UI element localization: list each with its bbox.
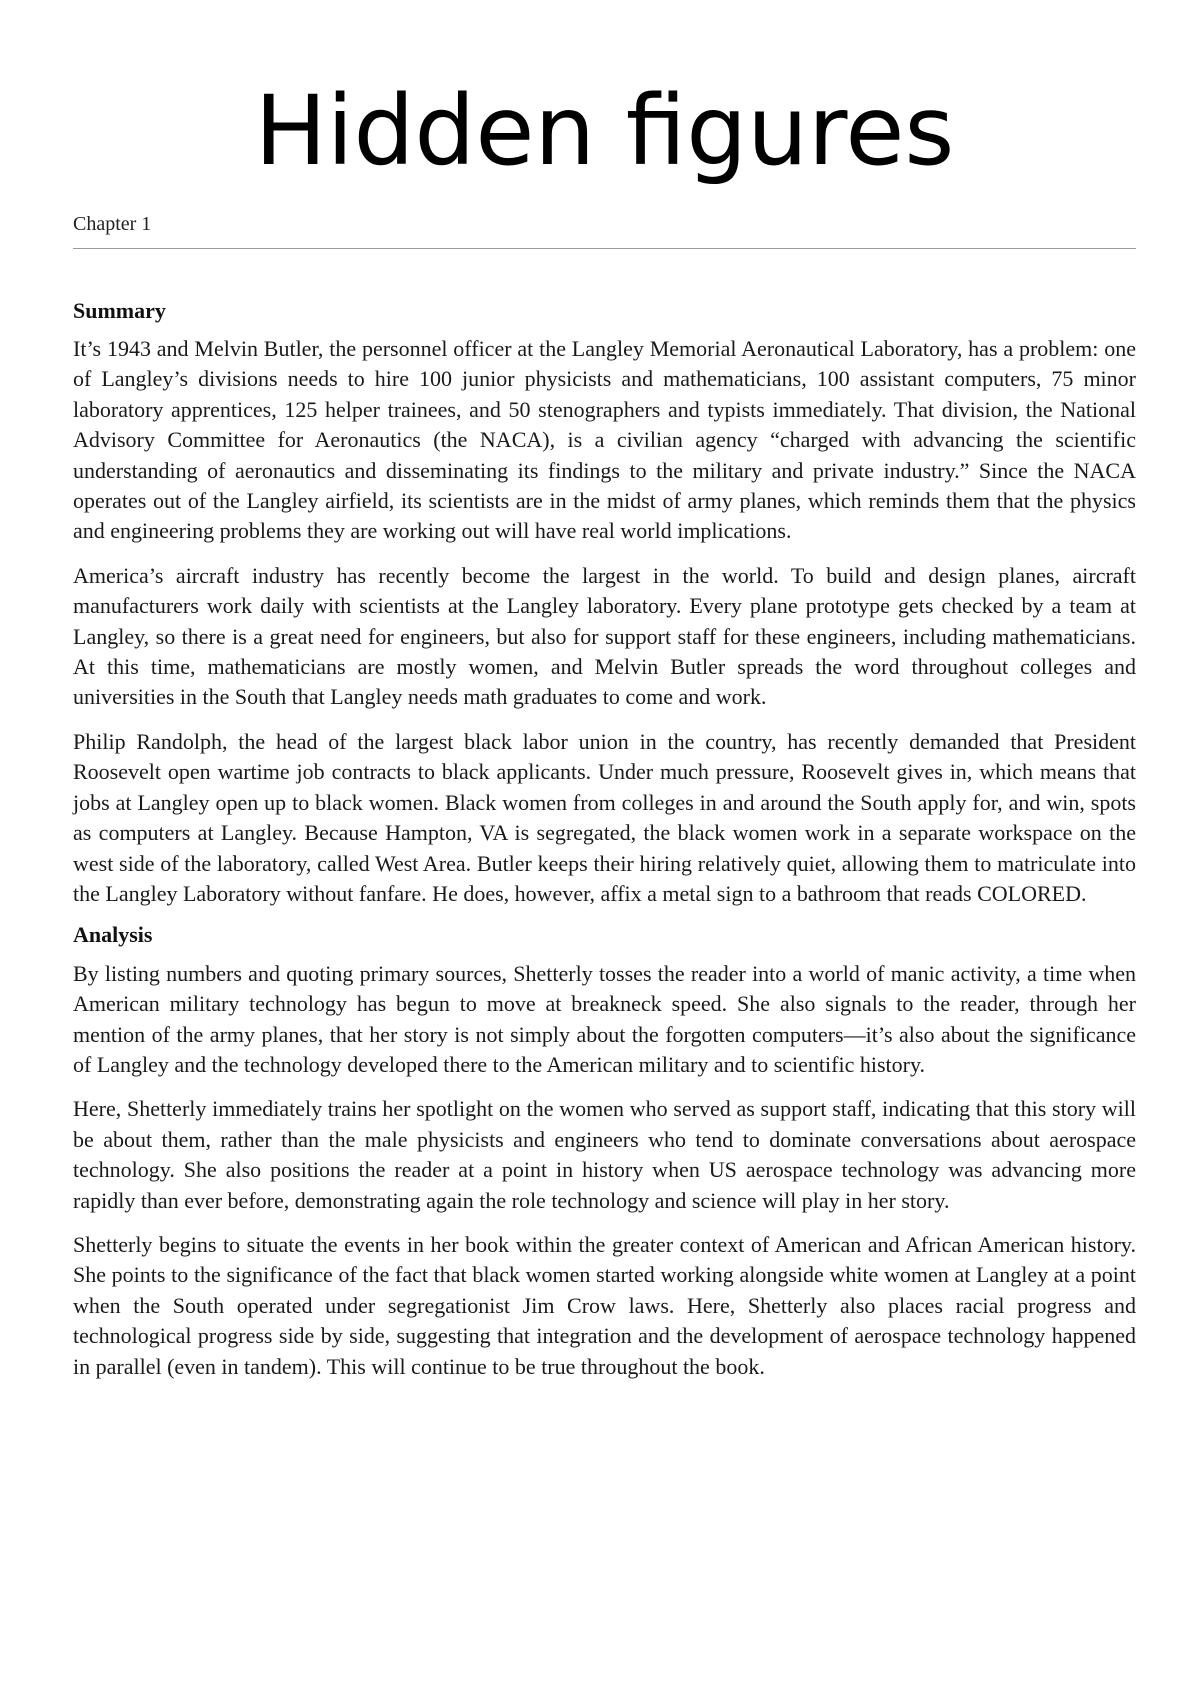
summary-paragraph-3: Philip Randolph, the head of the largest black labor union in the country, has recently demanded that President Roosevelt open wartime job contracts to black applicants. Under much pressure, Roosevelt gives in, which means that jobs at Langley open up to black women. Black women from colleges in and around the South apply for, and win, spots as computers at Langley. Because Hampton, VA is segregated, the black women work in a separate workspace on the west side of the laboratory, called West Area. Butler keeps their hiring relatively quiet, allowing them to matriculate into the Langley Laboratory without fanfare. He does, however, affix a metal sign to a bathroom that reads COLORED. [73, 728, 1136, 906]
summary-section [73, 297, 1136, 910]
chapter-label: Chapter 1 [73, 212, 152, 235]
summary-paragraph-1: It’s 1943 and Melvin Butler, the personnel officer at the Langley Memorial Aeronautical Laboratory, has a problem: one of Langley’s divisions needs to hire 100 junior physicists and mathematicians, 100 assistant computers, 75 minor laboratory apprentices, 125 helper trainees, and 50 stenographers and typists immediately. That division, the National Advisory Committee for Aeronautics (the NACA), is a civilian agency “charged with advancing the scientific understanding of aeronautics and disseminating its findings to the military and private industry.” Since the NACA operates out of the Langley airfield, its scientists are in the midst of army planes, which reminds them that the physics and engineering problems they are working out will have real world implications. [73, 336, 1136, 544]
document-title: Hidden figures [254, 75, 955, 187]
analysis-section [73, 921, 1136, 1382]
analysis-paragraph-3: Shetterly begins to situate the events in her book within the greater context of American and African American history. She points to the significance of the fact that black women started working alongside white women at Langley at a point when the South operated under segregationist Jim Crow laws. Here, Shetterly also places racial progress and technological progress side by side, suggesting that integration and the development of aerospace technology happened in parallel (even in tandem). This will continue to be true throughout the book. [73, 1232, 1136, 1379]
document-page [73, 0, 1136, 1382]
analysis-heading: Analysis [73, 922, 153, 948]
header-divider [73, 248, 1136, 249]
summary-paragraph-2: America’s aircraft industry has recently become the largest in the world. To build and design planes, aircraft manufacturers work daily with scientists at the Langley laboratory. Every plane prototype gets checked by a team at Langley, so there is a great need for engineers, but also for support staff for these engineers, including mathematicians. At this time, mathematicians are mostly women, and Melvin Butler spreads the word throughout colleges and universities in the South that Langley needs math graduates to come and work. [73, 562, 1136, 710]
analysis-paragraph-2: Here, Shetterly immediately trains her spotlight on the women who served as support staff, indicating that this story will be about them, rather than the male physicists and engineers who tend to dominate conversations about aerospace technology. She also positions the reader at a point in history when US aerospace technology was advancing more rapidly than ever before, demonstrating again the role technology and science will play in her story. [73, 1096, 1136, 1213]
analysis-paragraph-1: By listing numbers and quoting primary sources, Shetterly tosses the reader into a world of manic activity, a time when American military technology has begun to move at breakneck speed. She also signals to the reader, through her mention of the army planes, that her story is not simply about the forgotten computers—it’s also about the significance of Langley and the technology developed there to the American military and to scientific history. [73, 960, 1136, 1078]
summary-heading: Summary [73, 297, 166, 323]
